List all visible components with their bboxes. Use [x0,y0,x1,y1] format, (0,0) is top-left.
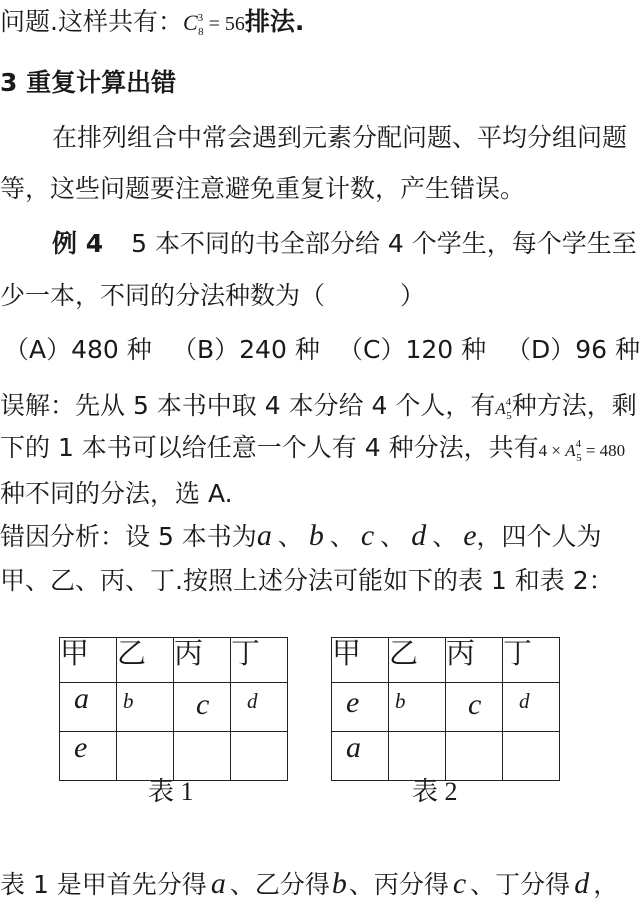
intro-text-end: 排法. [244,7,305,36]
combination-sub: 8 [198,26,204,38]
table-row [332,732,560,781]
book-d: d [411,519,427,552]
table-cell [446,683,503,732]
table-cell [117,732,174,781]
table-row [332,683,560,732]
table-cell [231,732,288,781]
table-cell [389,683,446,732]
separator: 、 [277,522,303,551]
intro-line [0,6,304,43]
paragraph-line-2: 等，这些问题要注意避免重复计数，产生错误。 [0,174,526,203]
permutation-sub-2: 5 [576,452,582,464]
option-a: （A）480 种 [4,335,152,364]
conclusion-text-2: 、乙分得 [229,870,330,899]
conclusion-text-1: 表 1 是甲首先分得 [0,870,207,899]
cell-letter: d [247,689,258,713]
wrong-text-1-end: 种方法，剩 [511,391,637,420]
cell-letter: a [346,731,361,764]
conclusion-text-5: ， [593,870,619,899]
analysis-line-1 [0,520,602,553]
table-cell [60,683,117,732]
table-cell: 丙 [174,638,231,683]
option-c: （C）120 种 [338,335,487,364]
paragraph-line-1: 在排列组合中常会遇到元素分配问题、平均分组问题 [52,123,628,152]
cell-letter: c [468,688,482,721]
wrong-solution-line-2 [0,432,625,469]
wrong-text-1: 误解：先从 5 本书中取 4 本分给 4 个人，有 [0,391,496,420]
cell-letter: b [123,689,134,713]
table-2 [331,637,560,781]
cell-letter: e [346,686,360,719]
table-1 [59,637,288,781]
table-row [60,732,288,781]
permutation-sup: 4 [505,396,512,408]
table-row [60,683,288,732]
example-text-1: 5 本不同的书全部分给 4 个学生，每个学生至 [131,229,637,258]
book-b: b [331,867,347,900]
analysis-text-1: 错因分析：设 5 本书为 [0,522,257,551]
table-cell [332,683,389,732]
example-label: 例 4 [52,229,104,258]
table-row [60,638,288,683]
permutation-symbol: A [495,399,506,418]
book-b: b [308,519,324,552]
table-cell: 甲 [60,638,117,683]
cell-letter: a [74,682,89,715]
table-row [332,638,560,683]
combination-result: = 56 [203,13,245,35]
conclusion-text-3: 、丙分得 [348,870,449,899]
intro-text: 问题.这样共有： [0,7,183,36]
wrong-solution-line-1 [0,390,637,427]
conclusion-line [0,868,618,901]
option-d: （D）96 种 [506,335,640,364]
example-line-1 [52,228,637,260]
table-cell [503,683,560,732]
table-cell [117,683,174,732]
permutation-symbol-2: A [565,441,576,460]
analysis-line-2: 甲、乙、丙、丁.按照上述分法可能如下的表 1 和表 2： [0,566,614,595]
table-2-caption: 表 2 [412,777,458,806]
book-e: e [463,519,477,552]
conclusion-text-4: 、丁分得 [470,870,571,899]
table-cell: 丁 [503,638,560,683]
table-cell [446,732,503,781]
table-cell [174,732,231,781]
table-cell [174,683,231,732]
table-cell [60,732,117,781]
table-cell [332,732,389,781]
cell-letter: c [196,688,210,721]
cell-letter: e [74,731,88,764]
table-cell [503,732,560,781]
cell-letter: b [395,689,406,713]
book-a: a [210,867,226,900]
table-cell [231,683,288,732]
example-line-2: 少一本，不同的分法种数为（ ） [0,281,426,310]
table-cell: 丙 [446,638,503,683]
formula-factor: 4 × [538,441,566,460]
option-b: （B）240 种 [172,335,320,364]
table-cell: 乙 [389,638,446,683]
wrong-text-2: 下的 1 本书可以给任意一个人有 4 种分法，共有 [0,433,539,462]
analysis-text-1-end: ，四个人为 [476,522,602,551]
cell-letter: d [519,689,530,713]
table-cell: 甲 [332,638,389,683]
combination-sup: 3 [197,12,204,24]
book-d: d [574,867,590,900]
table-1-caption: 表 1 [148,777,194,806]
section-heading: 3 重复计算出错 [0,68,177,97]
formula-result: = 480 [581,441,626,460]
book-a: a [256,519,272,552]
permutation-sub: 5 [506,410,512,422]
book-c: c [452,867,467,900]
table-cell: 丁 [231,638,288,683]
table-cell: 乙 [117,638,174,683]
separator: 、 [329,522,355,551]
book-c: c [360,519,375,552]
permutation-sup-2: 4 [575,438,582,450]
separator: 、 [432,522,458,551]
separator: 、 [380,522,406,551]
wrong-solution-line-3: 种不同的分法，选 A. [0,479,233,508]
combination-symbol: C [182,10,198,35]
table-cell [389,732,446,781]
